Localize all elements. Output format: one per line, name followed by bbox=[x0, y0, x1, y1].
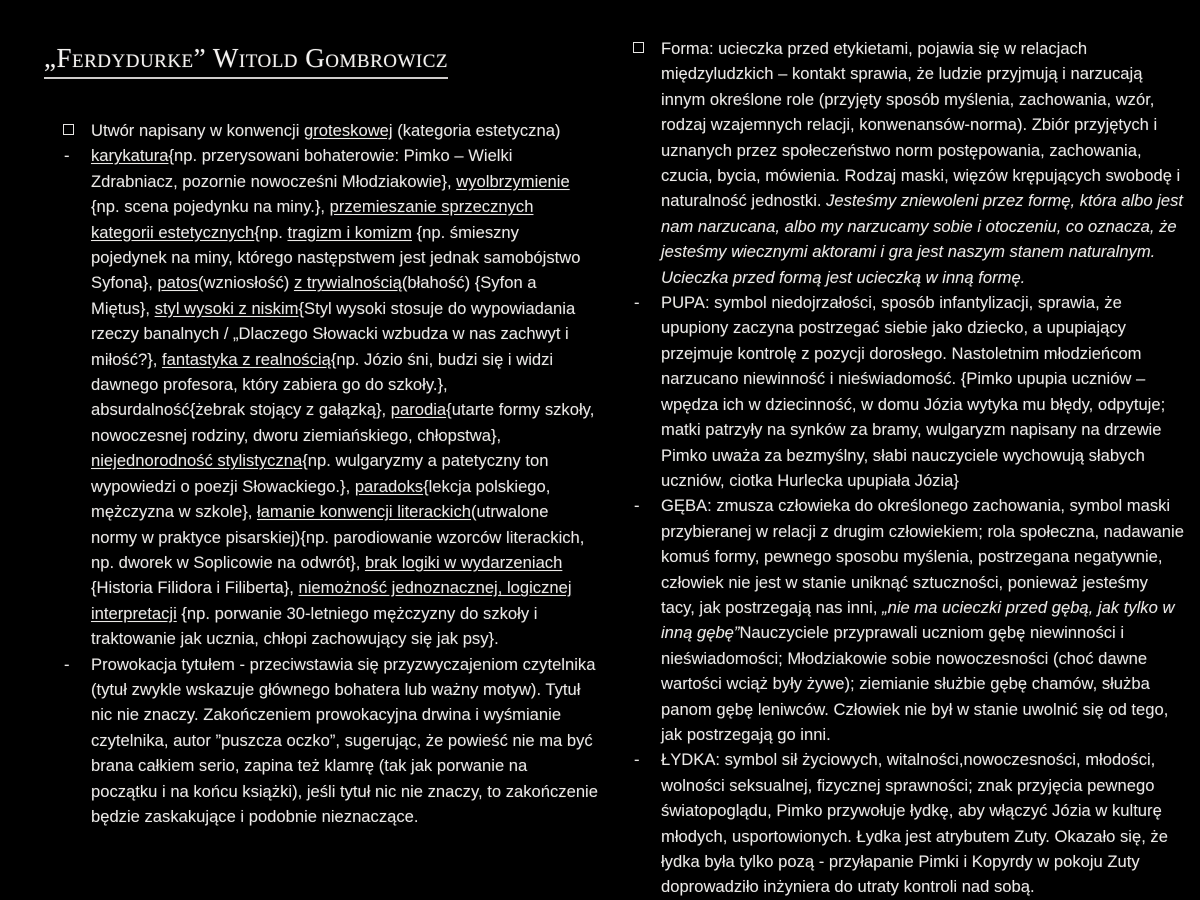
italic-quote: „nie ma ucieczki przed gębą, jak tylko w inną gębę” bbox=[661, 597, 1175, 643]
body-text: {np. śmieszny pojedynek na miny, którego następstwem jest jednak samobójstwo Syfona}, bbox=[91, 222, 581, 293]
body-text: Prowokacja tytułem - przeciwstawia się przyzwyczajeniom czytelnika (tytuł zwykle wskazuje głównego bohatera lub ważny motyw). Tytuł nic nie znaczy. Zakończeniem prowokacyjna drwina i wyśmianie czytelnika, autor ”puszcza oczko”, sugerując, że powieść nie ma być brana całkiem serio, zapina też klamrę (tak jak porwanie na początku i na końcu książki), jeśli tytuł nic nie znaczy, to zakończenie będzie zaskakujące i podobnie nieznaczące. bbox=[91, 654, 598, 826]
underlined-term: przemieszanie sprzecznych kategorii estetycznych bbox=[91, 197, 534, 242]
underlined-term: niejednorodność stylistyczna bbox=[91, 451, 303, 471]
checkbox-icon bbox=[633, 42, 644, 53]
body-text: PUPA: symbol niedojrzałości, sposób infantylizacji, sprawia, że upupiony zaczyna postrzegać siebie jako dziecko, a upupiający przejmuje kontrolę z pozycji dorosłego. Nastoletnim młodzieńcom narzucano niewinność i nieświadomość. {Pimko upupia uczniów – wpędza ich w dziecinność, w domu Józia wytyka mu błędy, odpytuje; matki patrzyły na synków za bramy, wulgaryzm napisany na drzewie Pimko uważa za bezmyślny, słabi nauczyciele wychowują słabych uczniów, ciotka Hurlecka upupiała Józia} bbox=[661, 293, 1166, 490]
body-text: {lekcja polskiego, mężczyzna w szkole}, bbox=[91, 476, 551, 522]
body-text: {utarte formy szkoły, nowoczesnej rodziny, dworu ziemiańskiego, chłopstwa}, bbox=[91, 400, 595, 445]
underlined-term: tragizm i komizm bbox=[287, 222, 412, 242]
body-text: ŁYDKA: symbol sił życiowych, witalności,nowoczesności, młodości, wolności seksualnej, fizycznej sprawności; znak przyjęcia pewnego światopoglądu, Pimko przywołuje łydkę, aby włączyć Józia w kulturę młodych, usportowionych. Łydka jest atrybutem Zuty. Okazało się, że łydka była tylko pozą - przyłapanie Pimki i Kopyrdy w pokoju Zuty doprowadziło inżyniera do utraty kontroli nad sobą. bbox=[661, 750, 1168, 897]
body-text: (utrwalone normy w praktyce pisarskiej){np. parodiowanie wzorców literackich, np. dworek w Soplicowie na odwrót}, bbox=[91, 502, 585, 572]
underlined-term: wyolbrzymienie bbox=[456, 171, 570, 191]
italic-quote: Jesteśmy zniewoleni przez formę, która albo jest nam narzucana, albo my narzucamy sobie i otoczeniu, co oznacza, że jesteśmy wiecznymi aktorami i gra jest naszym stanem naturalnym. Ucieczka przed formą jest ucieczką w inną formę. bbox=[661, 191, 1184, 287]
body-text: {np. porwanie 30-letniego mężczyzny do szkoły i traktowanie jak ucznia, chłopi zachowujący się jak psy}. bbox=[91, 603, 538, 649]
dash-bullet-icon: - bbox=[634, 293, 640, 313]
list-item bbox=[62, 143, 598, 651]
body-text: {np. wulgaryzmy a patetyczny ton wypowiedzi o poezji Słowackiego.}, bbox=[91, 451, 549, 496]
list-item bbox=[62, 118, 598, 143]
list-item bbox=[632, 493, 1184, 747]
body-text: (kategoria estetyczna) bbox=[392, 121, 561, 140]
underlined-term: karykatura bbox=[91, 146, 169, 166]
underlined-term: groteskowej bbox=[304, 121, 393, 140]
dash-bullet-icon: - bbox=[634, 750, 640, 770]
left-column bbox=[62, 118, 598, 829]
dash-bullet-icon: - bbox=[64, 654, 70, 674]
checkbox-icon bbox=[63, 124, 74, 135]
underlined-term: fantastyka z realnością bbox=[162, 349, 331, 369]
body-text: GĘBA: zmusza człowieka do określonego zachowania, symbol maski przybieranej w relacji z drugim człowiekiem; rola społeczna, nadawanie komuś formy, pewnego sposobu myślenia, postrzegana negatywnie, człowiek nie jest w stanie uniknąć sztuczności, ponieważ jesteśmy tacy, jak postrzegają nas inni, bbox=[661, 496, 1184, 617]
body-text: Utwór napisany w konwencji bbox=[91, 121, 305, 140]
underlined-term: parodia bbox=[390, 400, 447, 420]
body-text: (błahość) {Syfon a Miętus}, bbox=[91, 273, 537, 318]
body-text: (wzniosłość) bbox=[198, 273, 294, 293]
underlined-term: niemożność jednoznacznej, logicznej interpretacji bbox=[91, 578, 572, 623]
list-item bbox=[632, 747, 1184, 899]
body-text: {np. przerysowani bohaterowie: Pimko – Wielki Zdrabniacz, pozornie nowocześni Młodziakowie}, bbox=[91, 146, 513, 191]
list-item bbox=[62, 652, 598, 830]
underlined-term: styl wysoki z niskim bbox=[154, 298, 299, 318]
underlined-term: z trywialnością bbox=[293, 273, 402, 293]
body-text: Forma: ucieczka przed etykietami, pojawia się w relacjach międzyludzkich – kontakt sprawia, że ludzie przyjmują i narzucają innym określone role (przyjęty sposób myślenia, zachowania, wzór, rodzaj wzajemnych relacji, konwenansów-norma). Zbiór przyjętych i uznanych przez społeczeństwo norm postępowania, zachowania, czucia, bycia, mówienia. Rodzaj maski, więzów krępujących swobodę i naturalność jednostki. bbox=[661, 39, 1181, 211]
body-text: {np. bbox=[254, 222, 288, 242]
body-text: {Historia Filidora i Filiberta}, bbox=[91, 578, 299, 598]
list-item bbox=[632, 290, 1184, 493]
underlined-term: patos bbox=[157, 273, 199, 293]
page-title: „Ferdydurke” Witold Gombrowicz bbox=[44, 44, 448, 79]
underlined-term: brak logiki w wydarzeniach bbox=[364, 552, 563, 572]
list-item bbox=[632, 36, 1184, 290]
underlined-term: paradoks bbox=[354, 476, 424, 496]
right-column bbox=[632, 36, 1184, 900]
body-text: Nauczyciele przyprawali uczniom gębę niewinności i nieświadomości; Młodziakowie sobie nowoczesności (choć dawne wartości wciąż były żywe); ziemianie służbie gębę chamów, służba panom gębę leniwców. Człowiek nie był w stanie uwolnić się od tego, jak postrzegają go inni. bbox=[661, 623, 1169, 744]
underlined-term: łamanie konwencji literackich bbox=[257, 502, 471, 522]
body-text: {np. scena pojedynku na miny.}, bbox=[91, 197, 330, 217]
dash-bullet-icon: - bbox=[64, 146, 70, 166]
body-text: {np. Józio śni, budzi się i widzi dawnego profesora, który zabiera go do szkoły.}, absurdalność{żebrak stojący z gałązką}, bbox=[91, 349, 554, 420]
dash-bullet-icon: - bbox=[634, 496, 640, 516]
body-text: {Styl wysoki stosuje do wypowiadania rzeczy banalnych / „Dlaczego Słowacki wzbudza w nas zachwyt i miłość?}, bbox=[91, 298, 576, 369]
